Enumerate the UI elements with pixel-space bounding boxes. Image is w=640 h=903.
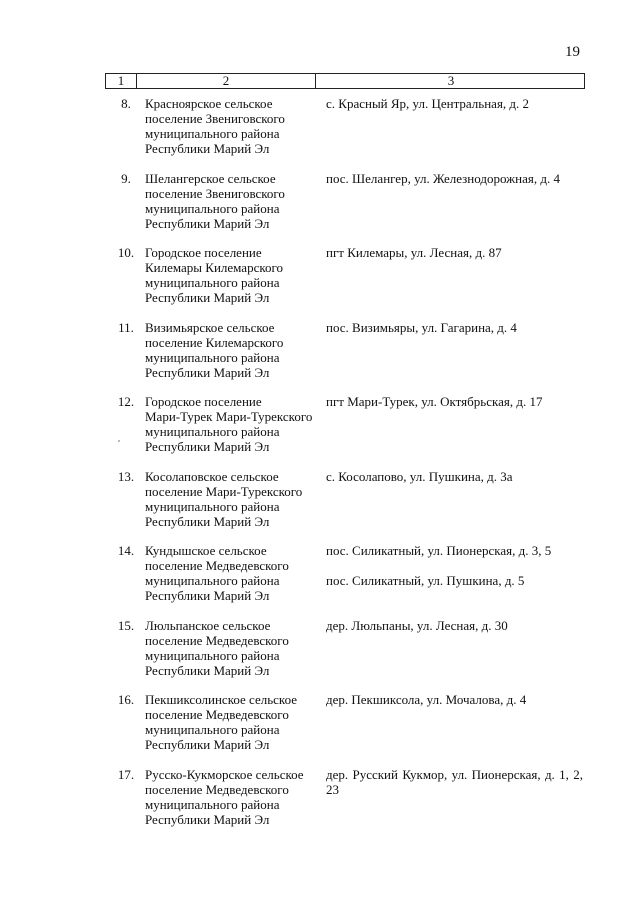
address-line: пгт Килемары, ул. Лесная, д. 87 [326,245,502,260]
row-number: 14. [117,543,135,558]
settlement-name: Визимьярское сельское поселение Килемарского муниципального района Республики Марий Эл [145,319,284,380]
row-number: 16. [117,692,135,707]
header-cell-2: 2 [137,74,316,88]
address-line: дер. Пекшиксола, ул. Мочалова, д. 4 [326,692,527,707]
settlement-name: Кундышское сельское поселение Медведевского муниципального района Республики Марий Эл [145,543,289,603]
table-row [105,316,585,391]
row-number: 11. [118,319,134,335]
table-row [105,763,585,838]
settlement-name: Городское поселение Килемары Килемарского муниципального района Республики Марий Эл [145,245,284,305]
row-number: 13. [117,468,135,484]
row-number: 15. [117,617,135,633]
row-number: 12. [117,394,135,409]
address-cell [323,688,585,763]
table-header-row [105,73,585,89]
table-row [105,614,585,689]
settlement-name: Пекшиксолинское сельское поселение Медведевского муниципального района Республики Марий Эл [145,692,298,752]
address-line: с. Косолапово, ул. Пушкина, д. 3а [326,468,513,484]
table-row [105,241,585,316]
settlement-name: Русско-Кукморское сельское поселение Медведевского муниципального района Республики Марий Эл [145,766,304,827]
address-line: дер. Русский Кукмор, ул. Пионерская, д. 1, 2, 23 [326,766,583,797]
table-body [105,92,585,837]
address-line: дер. Люльпаны, ул. Лесная, д. 30 [326,617,508,633]
table-row [105,92,585,167]
address-cell [323,465,585,540]
address-cell [323,390,585,465]
page-number: 19 [565,44,580,60]
address-cell [323,241,585,316]
address-line: пос. Шелангер, ул. Железнодорожная, д. 4 [326,170,560,186]
settlement-name: Красноярское сельское поселение Звениговского муниципального района Республики Марий Эл [145,96,285,156]
row-number: 10. [117,245,135,260]
table-row [105,390,585,465]
row-number: 8. [121,96,131,111]
settlement-name: Люльпанское сельское поселение Медведевского муниципального района Республики Марий Эл [145,617,289,678]
address-line: пос. Визимьяры, ул. Гагарина, д. 4 [326,319,517,335]
table-row [105,688,585,763]
settlement-name: Городское поселение Мари-Турек Мари-Турекского муниципального района Республики Марий Эл [145,394,313,454]
address-line: пос. Силикатный, ул. Пушкина, д. 5 [326,573,525,588]
table-row [105,465,585,540]
address-cell [323,316,585,391]
header-cell-1: 1 [106,74,137,88]
row-number: 17. [117,766,135,782]
table-row [105,539,585,614]
address-cell [323,539,585,614]
table-row [105,167,585,242]
address-line: пгт Мари-Турек, ул. Октябрьская, д. 17 [326,394,543,409]
address-cell [323,614,585,689]
header-cell-3: 3 [447,73,455,88]
scan-artifact [118,440,120,442]
address-cell [323,92,585,167]
address-line: пос. Силикатный, ул. Пионерская, д. 3, 5 [326,543,552,558]
address-cell [323,167,585,242]
settlement-name: Шелангерское сельское поселение Звениговского муниципального района Республики Марий Эл [145,170,285,231]
address-cell [323,763,585,838]
address-line: с. Красный Яр, ул. Центральная, д. 2 [326,96,530,111]
settlement-name: Косолаповское сельское поселение Мари-Турекского муниципального района Республики Марий Эл [145,468,303,529]
row-number: 9. [121,170,131,186]
